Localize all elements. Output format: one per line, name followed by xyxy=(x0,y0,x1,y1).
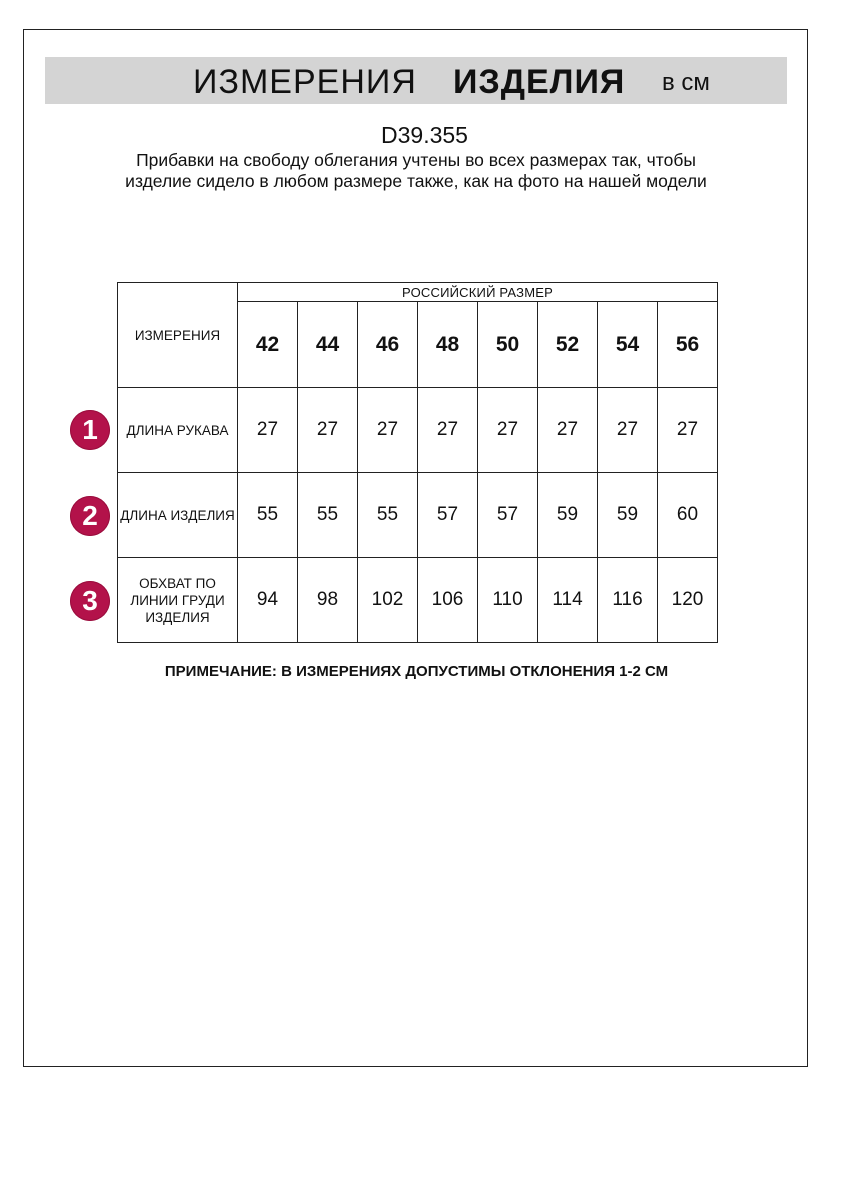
table-cell: 116 xyxy=(598,558,658,643)
table-cell: 27 xyxy=(658,388,718,473)
measure-number-badge: 2 xyxy=(70,496,110,536)
article-number: D39.355 xyxy=(381,122,468,148)
table-cell: 60 xyxy=(658,473,718,558)
table-row xyxy=(118,558,718,643)
table-cell: 27 xyxy=(298,388,358,473)
table-cell: 57 xyxy=(478,473,538,558)
measure-number-badge: 3 xyxy=(70,581,110,621)
table-cell: 55 xyxy=(298,473,358,558)
table-row xyxy=(118,473,718,558)
title-word-product: ИЗДЕЛИЯ xyxy=(453,63,626,101)
table-cell: 27 xyxy=(478,388,538,473)
table-cell: 55 xyxy=(238,473,298,558)
row-label-product-length: ДЛИНА ИЗДЕЛИЯ xyxy=(118,473,238,558)
title-band xyxy=(45,57,787,104)
corner-label: ИЗМЕРЕНИЯ xyxy=(118,283,238,388)
title-unit: в см xyxy=(662,69,710,96)
table-cell: 27 xyxy=(418,388,478,473)
size-header: 50 xyxy=(478,302,538,388)
table-cell: 57 xyxy=(418,473,478,558)
table-cell: 59 xyxy=(598,473,658,558)
table-cell: 59 xyxy=(538,473,598,558)
table-cell: 114 xyxy=(538,558,598,643)
size-header: 52 xyxy=(538,302,598,388)
size-header: 44 xyxy=(298,302,358,388)
table-cell: 110 xyxy=(478,558,538,643)
russian-size-header: РОССИЙСКИЙ РАЗМЕР xyxy=(238,283,718,302)
table-cell: 94 xyxy=(238,558,298,643)
table-cell: 120 xyxy=(658,558,718,643)
table-cell: 27 xyxy=(538,388,598,473)
table-row xyxy=(118,388,718,473)
row-label-sleeve-length: ДЛИНА РУКАВА xyxy=(118,388,238,473)
tolerance-footnote: ПРИМЕЧАНИЕ: В ИЗМЕРЕНИЯХ ДОПУСТИМЫ ОТКЛОНЕНИЯ 1-2 СМ xyxy=(164,663,669,680)
size-header: 54 xyxy=(598,302,658,388)
size-header: 48 xyxy=(418,302,478,388)
row-label-chest-girth: ОБХВАТ ПО ЛИНИИ ГРУДИ ИЗДЕЛИЯ xyxy=(118,558,238,643)
measure-number-badge: 1 xyxy=(70,410,110,450)
table-cell: 102 xyxy=(358,558,418,643)
fit-note: Прибавки на свободу облегания учтены во всех размерах так, чтобы изделие сидело в любом размере также, как на фото на нашей модели xyxy=(125,150,707,191)
table-cell: 27 xyxy=(238,388,298,473)
size-header: 46 xyxy=(358,302,418,388)
size-header: 42 xyxy=(238,302,298,388)
size-header: 56 xyxy=(658,302,718,388)
table-cell: 106 xyxy=(418,558,478,643)
table-cell: 27 xyxy=(598,388,658,473)
table-cell: 55 xyxy=(358,473,418,558)
size-table xyxy=(117,282,718,643)
table-cell: 27 xyxy=(358,388,418,473)
table-cell: 98 xyxy=(298,558,358,643)
title-word-measurements: ИЗМЕРЕНИЯ xyxy=(193,63,417,101)
